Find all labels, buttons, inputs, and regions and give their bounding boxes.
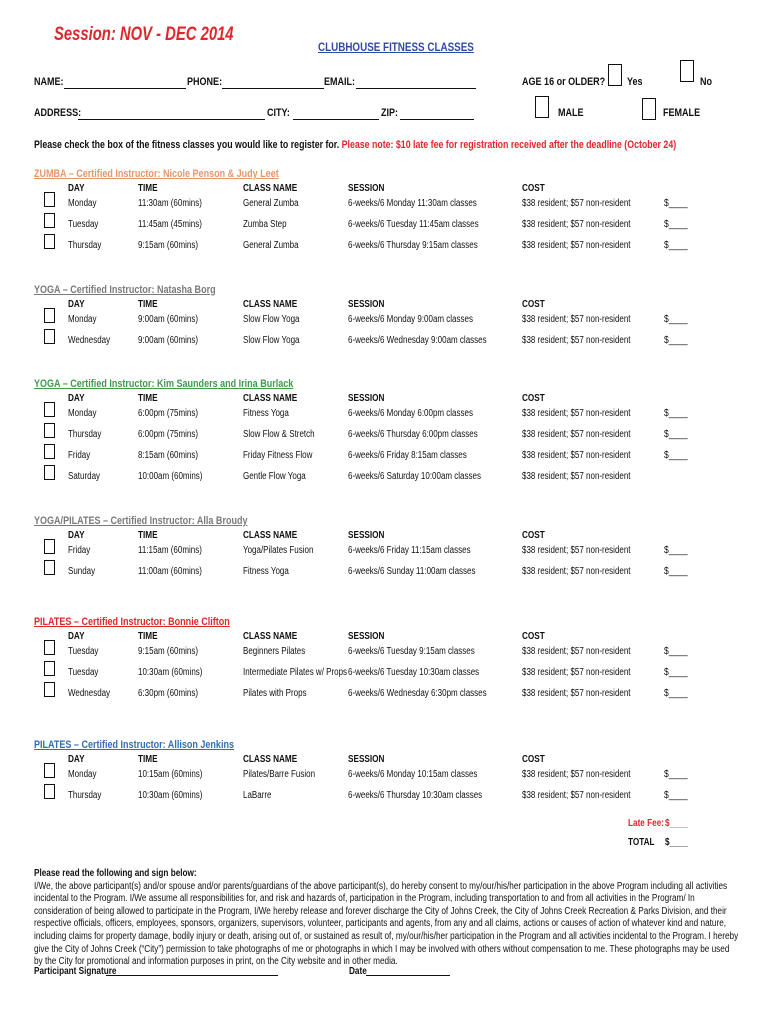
class-session: 6-weeks/6 Tuesday 11:45am classes (348, 219, 479, 230)
class-checkbox[interactable] (44, 192, 55, 207)
class-session: 6-weeks/6 Tuesday 10:30am classes (348, 667, 480, 678)
section-title: YOGA/PILATES – Certified Instructor: Alla Broudy (34, 515, 248, 527)
col-header-cost: COST (522, 183, 545, 194)
section-title: PILATES – Certified Instructor: Allison Jenkins (34, 739, 234, 751)
late-fee-note: Please note: $10 late fee for registration received after the deadline (October 24) (341, 139, 677, 151)
intro-instruction: Please check the box of the fitness classes you would like to register for. (34, 139, 340, 151)
class-cost: $38 resident; $57 non-resident (522, 240, 631, 251)
age-no-checkbox[interactable] (680, 60, 694, 82)
name-field[interactable] (64, 79, 186, 89)
amount-blank[interactable]: $____ (664, 769, 688, 780)
class-session: 6-weeks/6 Monday 11:30am classes (348, 198, 477, 209)
intro-text (34, 139, 676, 151)
class-name: Zumba Step (243, 219, 287, 230)
class-checkbox[interactable] (44, 329, 55, 344)
class-name: LaBarre (243, 790, 272, 801)
class-time: 11:45am (45mins) (138, 219, 202, 230)
col-header-session: SESSION (348, 393, 385, 404)
class-session: 6-weeks/6 Wednesday 9:00am classes (348, 335, 487, 346)
class-cost: $38 resident; $57 non-resident (522, 314, 631, 325)
class-time: 11:00am (60mins) (138, 566, 202, 577)
class-time: 11:30am (60mins) (138, 198, 202, 209)
col-header-cost: COST (522, 631, 545, 642)
amount-blank[interactable]: $____ (664, 450, 688, 461)
class-session: 6-weeks/6 Thursday 6:00pm classes (348, 429, 478, 440)
class-session: 6-weeks/6 Monday 10:15am classes (348, 769, 478, 780)
class-name: Intermediate Pilates w/ Props (243, 667, 348, 678)
class-time: 9:00am (60mins) (138, 335, 199, 346)
zip-label: ZIP: (381, 107, 399, 119)
section-title: YOGA – Certified Instructor: Kim Saunders and Irina Burlack (34, 378, 294, 390)
class-time: 8:15am (60mins) (138, 450, 199, 461)
waiver-text (34, 868, 739, 969)
class-day: Monday (68, 769, 97, 780)
amount-blank[interactable]: $____ (664, 429, 688, 440)
form-title: CLUBHOUSE FITNESS CLASSES (318, 40, 474, 54)
class-cost: $38 resident; $57 non-resident (522, 646, 631, 657)
city-label: CITY: (267, 107, 290, 119)
col-header-session: SESSION (348, 299, 385, 310)
class-day: Thursday (68, 429, 102, 440)
class-checkbox[interactable] (44, 308, 55, 323)
class-session: 6-weeks/6 Friday 8:15am classes (348, 450, 467, 461)
col-header-time: TIME (138, 530, 158, 541)
class-name: Beginners Pilates (243, 646, 306, 657)
amount-blank[interactable]: $____ (664, 688, 688, 699)
class-name: Fitness Yoga (243, 566, 289, 577)
class-name: Gentle Flow Yoga (243, 471, 306, 482)
class-day: Sunday (68, 566, 96, 577)
class-time: 6:00pm (75mins) (138, 429, 199, 440)
class-checkbox[interactable] (44, 682, 55, 697)
col-header-session: SESSION (348, 183, 385, 194)
total-blank[interactable]: $____ (665, 837, 688, 848)
class-time: 9:15am (60mins) (138, 646, 199, 657)
class-time: 10:30am (60mins) (138, 667, 203, 678)
class-cost: $38 resident; $57 non-resident (522, 450, 631, 461)
col-header-class: CLASS NAME (243, 183, 298, 194)
class-time: 6:00pm (75mins) (138, 408, 199, 419)
class-name: Pilates/Barre Fusion (243, 769, 316, 780)
amount-blank[interactable]: $____ (664, 646, 688, 657)
class-time: 6:30pm (60mins) (138, 688, 199, 699)
class-session: 6-weeks/6 Thursday 10:30am classes (348, 790, 483, 801)
class-cost: $38 resident; $57 non-resident (522, 566, 631, 577)
class-day: Thursday (68, 790, 102, 801)
address-field[interactable] (78, 110, 265, 120)
class-checkbox[interactable] (44, 640, 55, 655)
class-time: 11:15am (60mins) (138, 545, 202, 556)
class-name: Friday Fitness Flow (243, 450, 313, 461)
class-name: Pilates with Props (243, 688, 307, 699)
class-name: Yoga/Pilates Fusion (243, 545, 314, 556)
col-header-day: DAY (68, 299, 85, 310)
amount-blank[interactable]: $____ (664, 240, 688, 251)
date-field[interactable] (366, 966, 450, 976)
class-session: 6-weeks/6 Monday 6:00pm classes (348, 408, 473, 419)
col-header-day: DAY (68, 631, 85, 642)
col-header-time: TIME (138, 393, 158, 404)
class-cost: $38 resident; $57 non-resident (522, 429, 631, 440)
class-time: 9:15am (60mins) (138, 240, 199, 251)
class-session: 6-weeks/6 Wednesday 6:30pm classes (348, 688, 487, 699)
class-cost: $38 resident; $57 non-resident (522, 219, 631, 230)
class-day: Tuesday (68, 667, 99, 678)
class-checkbox[interactable] (44, 560, 55, 575)
age-label: AGE 16 or OLDER? (522, 76, 606, 88)
class-checkbox[interactable] (44, 402, 55, 417)
class-checkbox[interactable] (44, 234, 55, 249)
female-label: FEMALE (663, 107, 701, 119)
class-session: 6-weeks/6 Monday 9:00am classes (348, 314, 473, 325)
col-header-class: CLASS NAME (243, 754, 298, 765)
class-name: Slow Flow & Stretch (243, 429, 315, 440)
class-checkbox[interactable] (44, 423, 55, 438)
address-label: ADDRESS: (34, 107, 82, 119)
male-label: MALE (558, 107, 584, 119)
class-cost: $38 resident; $57 non-resident (522, 545, 631, 556)
class-day: Wednesday (68, 335, 111, 346)
late-fee-label: Late Fee: (628, 818, 665, 829)
class-day: Wednesday (68, 688, 111, 699)
class-checkbox[interactable] (44, 465, 55, 480)
class-cost: $38 resident; $57 non-resident (522, 769, 631, 780)
phone-field[interactable] (222, 79, 324, 89)
col-header-class: CLASS NAME (243, 393, 298, 404)
section-title: YOGA – Certified Instructor: Natasha Borg (34, 284, 216, 296)
class-day: Thursday (68, 240, 102, 251)
class-cost: $38 resident; $57 non-resident (522, 471, 631, 482)
class-day: Monday (68, 198, 97, 209)
class-session: 6-weeks/6 Tuesday 9:15am classes (348, 646, 475, 657)
amount-blank[interactable]: $____ (664, 198, 688, 209)
class-day: Saturday (68, 471, 101, 482)
col-header-cost: COST (522, 754, 545, 765)
class-checkbox[interactable] (44, 444, 55, 459)
age-yes-label: Yes (627, 76, 643, 88)
class-day: Friday (68, 545, 91, 556)
amount-blank[interactable]: $____ (664, 667, 688, 678)
total-label: TOTAL (628, 837, 655, 848)
class-name: Slow Flow Yoga (243, 314, 300, 325)
class-day: Tuesday (68, 219, 99, 230)
amount-blank[interactable]: $____ (664, 566, 688, 577)
email-field[interactable] (356, 79, 476, 89)
class-cost: $38 resident; $57 non-resident (522, 335, 631, 346)
age-yes-checkbox[interactable] (608, 64, 622, 86)
date-label: Date (349, 966, 367, 977)
zip-field[interactable] (400, 110, 474, 120)
participant-signature-field[interactable] (106, 966, 278, 976)
class-name: General Zumba (243, 198, 299, 209)
class-cost: $38 resident; $57 non-resident (522, 790, 631, 801)
col-header-day: DAY (68, 183, 85, 194)
col-header-day: DAY (68, 530, 85, 541)
phone-label: PHONE: (187, 76, 223, 88)
class-name: Fitness Yoga (243, 408, 289, 419)
participant-signature-label: Participant Signature (34, 966, 117, 977)
class-day: Friday (68, 450, 91, 461)
col-header-day: DAY (68, 393, 85, 404)
amount-blank[interactable]: $____ (664, 314, 688, 325)
class-time: 10:15am (60mins) (138, 769, 203, 780)
col-header-session: SESSION (348, 530, 385, 541)
col-header-class: CLASS NAME (243, 631, 298, 642)
col-header-session: SESSION (348, 631, 385, 642)
class-session: 6-weeks/6 Sunday 11:00am classes (348, 566, 476, 577)
class-session: 6-weeks/6 Thursday 9:15am classes (348, 240, 478, 251)
class-session: 6-weeks/6 Friday 11:15am classes (348, 545, 471, 556)
class-day: Monday (68, 408, 97, 419)
amount-blank[interactable]: $____ (664, 408, 688, 419)
email-label: EMAIL: (324, 76, 356, 88)
class-checkbox[interactable] (44, 661, 55, 676)
waiver-body: I/We, the above participant(s) and/or spouse and/or parents/guardians of the above participant(s), do hereby consent to my/our/his/her participation in the above Program including all activities incidental to the Program. I/We assume all responsibilities for, and risk and hazards of, participation in the Program, including transportation to and from all activities in the Program/ In consideration of being allowed to participate in the Program, I/We hereby release and forever discharge the City of Johns Creek, the City of Johns Creek Recreation & Parks Division, and their respective officials, officers, employees, sponsors, organizers, supervisors, volunteer, participants and agents, from any and all claims, actions or causes of action of whatever kind and nature, including claims for property damage, bodily injury or death, arising out of, or sustained as result of, my/our/his/her participation in the Program and all activities incidental to the Program. I hereby give the City of Johns Creek (“City”) permission to take photographs of me or photographs in which I may be involved with others without compensation to me. These photographs may be used by the City for promotional and information purposes in print, on the City website and in other media. (34, 880, 739, 968)
amount-blank[interactable]: $____ (664, 219, 688, 230)
class-time: 10:00am (60mins) (138, 471, 203, 482)
class-checkbox[interactable] (44, 784, 55, 799)
col-header-session: SESSION (348, 754, 385, 765)
male-checkbox[interactable] (535, 96, 549, 118)
col-header-cost: COST (522, 393, 545, 404)
class-name: General Zumba (243, 240, 299, 251)
class-cost: $38 resident; $57 non-resident (522, 408, 631, 419)
female-checkbox[interactable] (642, 98, 656, 120)
class-session: 6-weeks/6 Saturday 10:00am classes (348, 471, 481, 482)
city-field[interactable] (293, 110, 379, 120)
col-header-cost: COST (522, 299, 545, 310)
age-no-label: No (700, 76, 713, 88)
col-header-day: DAY (68, 754, 85, 765)
class-checkbox[interactable] (44, 213, 55, 228)
class-checkbox[interactable] (44, 539, 55, 554)
class-time: 10:30am (60mins) (138, 790, 203, 801)
session-title: Session: NOV - DEC 2014 (54, 24, 234, 45)
class-cost: $38 resident; $57 non-resident (522, 667, 631, 678)
col-header-time: TIME (138, 754, 158, 765)
col-header-time: TIME (138, 183, 158, 194)
amount-blank[interactable]: $____ (664, 545, 688, 556)
class-checkbox[interactable] (44, 763, 55, 778)
late-fee-blank[interactable]: $____ (665, 818, 688, 829)
col-header-class: CLASS NAME (243, 299, 298, 310)
amount-blank[interactable]: $____ (664, 335, 688, 346)
name-label: NAME: (34, 76, 64, 88)
class-day: Tuesday (68, 646, 99, 657)
section-title: ZUMBA – Certified Instructor: Nicole Penson & Judy Leet (34, 168, 279, 180)
waiver-heading: Please read the following and sign below: (34, 868, 197, 879)
amount-blank[interactable]: $____ (664, 790, 688, 801)
class-time: 9:00am (60mins) (138, 314, 199, 325)
class-name: Slow Flow Yoga (243, 335, 300, 346)
class-cost: $38 resident; $57 non-resident (522, 688, 631, 699)
class-day: Monday (68, 314, 97, 325)
col-header-class: CLASS NAME (243, 530, 298, 541)
col-header-time: TIME (138, 631, 158, 642)
col-header-time: TIME (138, 299, 158, 310)
section-title: PILATES – Certified Instructor: Bonnie Clifton (34, 616, 230, 628)
class-cost: $38 resident; $57 non-resident (522, 198, 631, 209)
col-header-cost: COST (522, 530, 545, 541)
